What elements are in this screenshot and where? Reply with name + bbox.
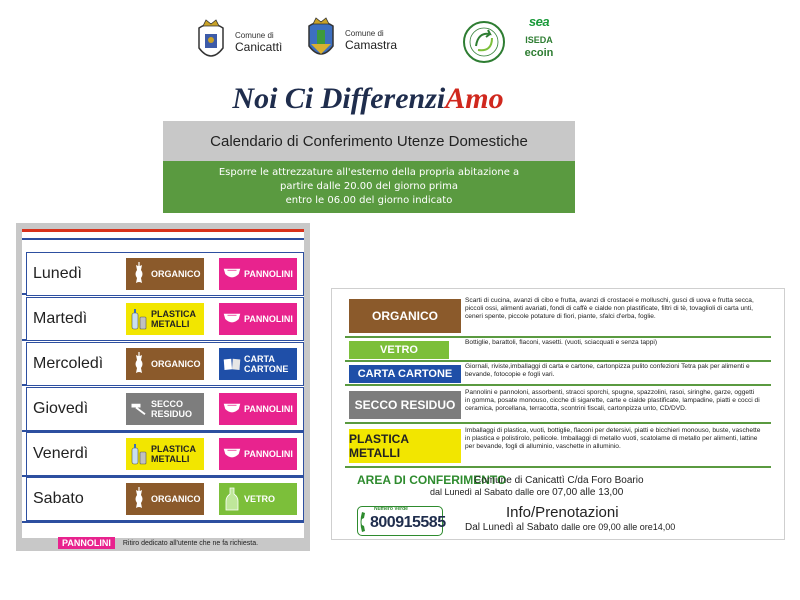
bottle-can-icon [130,442,148,466]
material-tag-carta: CARTA CARTONE [349,365,461,383]
town-name: Camastra [345,37,398,52]
material-row [345,362,771,386]
toll-free-label: Numero Verde [374,506,408,512]
waste-tag-label: PANNOLINI [244,404,293,414]
diaper-icon [223,262,241,286]
day-name: Lunedì [33,265,82,282]
material-row [345,424,771,468]
razor-icon [130,397,148,421]
material-description: Scarti di cucina, avanzi di cibo e frutta, avanzi di crostacei e molluschi, gusci di uova e frutta secca, piccoli ossi, alimenti avariati, fondi di caffè e cialde non plastificate, filtri di tè, tovaglioli di carta unti, ceneri spente, piccole potature di fiori, piante, sfalci d'erba, foglie. [465,297,754,320]
sea-logo: sea [528,14,550,29]
waste-tag-pannolini [219,438,297,470]
waste-tag-organico [126,348,204,380]
material-row [345,386,771,424]
waste-tag-label: PANNOLINI [244,449,293,459]
waste-tag-organico [126,258,204,290]
material-row [345,338,771,362]
page-title [163,82,573,116]
bottle-can-icon [130,307,148,331]
waste-tag-plastica [126,438,204,470]
material-tag-organico: ORGANICO [349,299,461,333]
waste-tag-carta [219,348,297,380]
phone-number: 800915585 [370,514,446,531]
calendar-title: Calendario di Conferimento Utenze Domestiche [210,132,528,150]
town-prefix: Comune di [345,28,384,38]
info-hours-rest: dalle ore 09,00 alle ore14,00 [561,522,676,532]
iseda-logo: ISEDA [525,35,553,45]
diaper-icon [223,307,241,331]
material-description: Pannolini e pannoloni, assorbenti, stracci sporchi, spugne, spazzolini, rasoi, siringhe, garze, oggetti in gomma, posate monouso, cicche di sigarette, carte e cialde plastificate, lampadine, piatti e cocci di ceramica, porcellana, terracotta, scontrini fiscali, cartonpizza unto, CD/DVD. [465,389,760,412]
day-row [26,477,304,521]
instruction-line: Esporre le attrezzature all'esterno della propria abitazione a [218,167,520,178]
waste-tag-label: PLASTICA METALLI [151,309,196,329]
town-prefix: Comune di [235,30,274,40]
day-row [26,387,304,431]
waste-tag-pannolini [219,393,297,425]
calendar-divider [22,238,304,240]
day-row [26,432,304,476]
material-tag-secco: SECCO RESIDUO [349,391,461,419]
instructions-banner [163,161,575,213]
waste-tag-secco [126,393,204,425]
material-description: Bottiglie, barattoli, flaconi, vasetti. (vuoti, sciacquati e senza tappi) [465,339,658,346]
material-tag-plastica: PLASTICA METALLI [349,429,461,463]
logo-camastra [303,16,397,64]
day-name: Sabato [33,490,84,507]
info-hours [465,522,675,533]
diaper-icon [223,397,241,421]
town-label-camastra [345,29,397,52]
waste-tag-label: ORGANICO [151,269,201,279]
area-address: Comune di Canicattì C/da Foro Boario [474,475,644,486]
glass-bottle-icon [223,487,241,511]
apple-core-icon [130,487,148,511]
waste-tag-pannolini [219,258,297,290]
instruction-line: entro le 06.00 del giorno indicato [285,195,453,206]
instruction-line: partire dalle 20.00 del giorno prima [279,181,459,192]
logo-canicatti [193,18,282,66]
day-name: Giovedì [33,400,89,417]
diaper-icon [223,442,241,466]
waste-tag-label: VETRO [244,494,276,504]
apple-core-icon [130,352,148,376]
book-icon [223,352,241,376]
day-row [26,252,304,296]
day-row [26,342,304,386]
day-name: Mercoledì [33,355,104,372]
calendar-footer [58,537,258,549]
apple-core-icon [130,262,148,286]
waste-tag-label: PLASTICA METALLI [151,444,196,464]
area-hours [430,487,623,498]
waste-tag-organico [126,483,204,515]
town-name: Canicattì [235,39,283,54]
waste-tag-pannolini [219,303,297,335]
toll-free-badge [357,506,446,536]
ecoin-logo: ecoin [524,47,554,59]
area-title: AREA DI CONFERIMENTO [357,473,507,487]
calendar-divider [22,521,304,523]
info-hours-prefix: Dal Lunedì al Sabato [465,522,559,533]
material-description: Giornali, riviste,imballaggi di carta e cartone, cartonpizza pulito confezioni Tetra pak per alimenti e bevande, fotocopie e fogli vari. [465,363,750,378]
waste-tag-label: PANNOLINI [244,314,293,324]
waste-tag-label: SECCO RESIDUO [151,399,193,419]
waste-tag-label: CARTA CARTONE [244,354,289,374]
waste-tag-label: ORGANICO [151,494,201,504]
day-name: Venerdì [33,445,89,462]
footer-note: Ritiro dedicato all'utente che ne fa richiesta. [122,539,259,547]
partner-logos [514,14,564,76]
waste-tag-label: PANNOLINI [244,269,293,279]
title-main: Noi Ci Differenzi [232,82,446,115]
area-hours-prefix: dal Lunedì al Sabato dalle ore [430,487,550,497]
day-row [26,297,304,341]
day-name: Martedì [33,310,88,327]
crest-icon [303,16,339,64]
waste-tag-plastica [126,303,204,335]
calendar-title-banner [163,121,575,161]
info-title: Info/Prenotazioni [506,504,619,521]
waste-tag-label: ORGANICO [151,359,201,369]
town-label-canicatti [235,31,282,54]
area-hours-values: 07,00 alle 13,00 [552,487,624,498]
material-row [345,294,771,338]
waste-tag-vetro [219,483,297,515]
material-description: Imballaggi di plastica, vuoti, bottiglie, flaconi per detersivi, piatti e bicchieri monouso, buste, vaschette in plastica e polistirolo, pellicole. Imballaggi di metallo vuoti, scatolame di metallo per alimenti, lattine per bevande, fogli di alluminio, vaschette in alluminio. [465,427,761,450]
recycling-seal-icon [462,20,506,64]
pannolini-chip: PANNOLINI [58,537,115,549]
crest-icon [193,18,229,66]
material-tag-vetro: VETRO [349,341,449,359]
title-accent: Amo [445,82,504,115]
